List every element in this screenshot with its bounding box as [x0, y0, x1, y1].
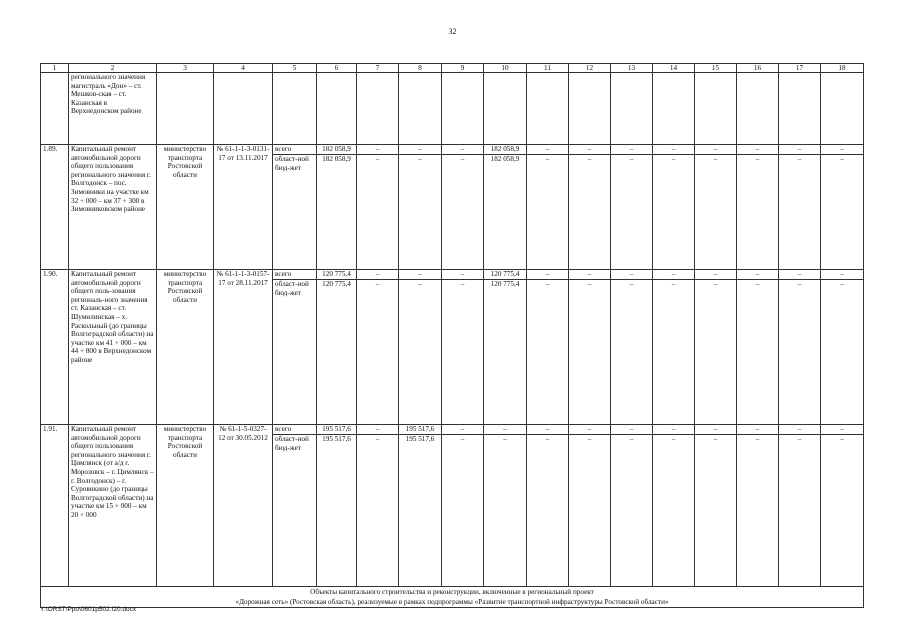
value-col-16: – [737, 280, 779, 425]
value-col-18: – [821, 435, 864, 587]
value-col-9: – [442, 145, 484, 155]
value-col-14: – [653, 435, 695, 587]
value-col-12: – [569, 155, 611, 270]
value-col-9: – [442, 435, 484, 587]
value-col-13: – [611, 270, 653, 280]
value-col-8: – [399, 270, 442, 280]
column-header-5: 5 [273, 64, 317, 73]
value-col-14: – [653, 270, 695, 280]
table-row [41, 145, 864, 155]
section-title-line-2: «Дорожная сеть» (Ростовская область), реализуемые в рамках подпрограммы «Развитие транспортной инфраструктуры Ростовской области» [235, 598, 669, 606]
value-col-8: – [399, 280, 442, 425]
cell-name: регионального значения магистраль «Дон» – ст. Мешков-ская – ст. Казанская в Верхнедонском районе [69, 73, 157, 145]
value-col-15: – [695, 280, 737, 425]
value-col-17: – [779, 270, 821, 280]
value-col-16: – [737, 155, 779, 270]
column-header-8: 8 [399, 64, 442, 73]
column-header-18: 18 [821, 64, 864, 73]
value-col-13: – [611, 435, 653, 587]
value-col-9: – [442, 155, 484, 270]
column-header-9: 9 [442, 64, 484, 73]
value-col-15: – [695, 435, 737, 587]
value-col-10: – [484, 435, 527, 587]
value-col-15: – [695, 155, 737, 270]
value-col-12: – [569, 280, 611, 425]
value-col-10: 120 775,4 [484, 270, 527, 280]
column-header-row [41, 64, 864, 73]
expertise-doc: № 61-1-1-3-0157-17 от 28.11.2017 [214, 270, 273, 425]
value-col-11: – [527, 145, 569, 155]
value-col-14: – [653, 280, 695, 425]
value-col-15: – [695, 270, 737, 280]
customer-org: министерство транспорта Ростовской области [157, 425, 214, 587]
value-col-6: 182 058,9 [317, 145, 357, 155]
value-col-18: – [821, 270, 864, 280]
object-name: Капитальный ремонт автомобильной дороги общего поль-зования региональ-ного значения ст. Казанская – ст. Шумилинская – х. Раскольный (до границы Волгоградской области) на участке км 41 + 000 – км 44 + 800 в Верхнедонском районе [69, 270, 157, 425]
column-header-12: 12 [569, 64, 611, 73]
value-col-8: 195 517,6 [399, 425, 442, 435]
funding-source: област-ной бюд-жет [273, 280, 317, 425]
value-col-16: – [737, 145, 779, 155]
page-number: 32 [448, 27, 457, 36]
value-col-13: – [611, 425, 653, 435]
customer-org: министерство транспорта Ростовской области [157, 145, 214, 270]
column-header-1: 1 [41, 64, 69, 73]
funding-source: област-ной бюд-жет [273, 155, 317, 270]
value-col-9: – [442, 280, 484, 425]
value-col-7: – [357, 155, 399, 270]
section-title [41, 587, 864, 608]
funding-source: всего [273, 425, 317, 435]
value-col-6: 120 775,4 [317, 270, 357, 280]
table-row [41, 425, 864, 435]
value-col-17: – [779, 425, 821, 435]
section-title-line-1: Объекты капитального строительства и реконструкции, включенные в региональный проект [310, 588, 594, 596]
column-header-13: 13 [611, 64, 653, 73]
investment-table [40, 63, 864, 608]
value-col-11: – [527, 435, 569, 587]
value-col-6: 182 058,9 [317, 155, 357, 270]
object-name: Капитальный ремонт автомобильной дороги общего пользования регионального значения г. Волгодонск – пос. Зимовники на участке км 32 + 000 – км 37 + 300 в Зимовниковском районе [69, 145, 157, 270]
value-col-7: – [357, 145, 399, 155]
value-col-16: – [737, 425, 779, 435]
value-col-7: – [357, 270, 399, 280]
row-number: 1.90. [41, 270, 69, 425]
customer-org: министерство транспорта Ростовской области [157, 270, 214, 425]
funding-source: всего [273, 270, 317, 280]
column-header-11: 11 [527, 64, 569, 73]
value-col-7: – [357, 435, 399, 587]
column-header-6: 6 [317, 64, 357, 73]
column-header-15: 15 [695, 64, 737, 73]
value-col-13: – [611, 280, 653, 425]
value-col-12: – [569, 425, 611, 435]
column-header-2: 2 [69, 64, 157, 73]
value-col-9: – [442, 425, 484, 435]
value-col-17: – [779, 435, 821, 587]
value-col-14: – [653, 155, 695, 270]
value-col-17: – [779, 155, 821, 270]
funding-source: всего [273, 145, 317, 155]
object-name: Капитальный ремонт автомобильной дороги общего пользования регионального значения г. Цимлянск (от а/д г. Морозовск – г. Цимлянск – г. Волгодонск) – г. Суровикино (до границы Волгоградской области) на участке км 15 + 000 – км 20 + 000 [69, 425, 157, 587]
value-col-15: – [695, 145, 737, 155]
value-col-11: – [527, 155, 569, 270]
value-col-18: – [821, 280, 864, 425]
value-col-11: – [527, 270, 569, 280]
value-col-16: – [737, 435, 779, 587]
column-header-10: 10 [484, 64, 527, 73]
value-col-6: 120 775,4 [317, 280, 357, 425]
value-col-7: – [357, 425, 399, 435]
column-header-3: 3 [157, 64, 214, 73]
value-col-12: – [569, 145, 611, 155]
expertise-doc: № 61-1-1-3-0131-17 от 13.11.2017 [214, 145, 273, 270]
value-col-18: – [821, 155, 864, 270]
value-col-10: – [484, 425, 527, 435]
value-col-11: – [527, 280, 569, 425]
document-path: Y:\ORST\Ppo\0601p502.f20.docx [40, 606, 137, 613]
column-header-16: 16 [737, 64, 779, 73]
value-col-14: – [653, 145, 695, 155]
value-col-14: – [653, 425, 695, 435]
cell-num [41, 73, 69, 145]
value-col-17: – [779, 145, 821, 155]
value-col-13: – [611, 145, 653, 155]
expertise-doc: № 61-1-5-0327-12 от 30.05.2012 [214, 425, 273, 587]
value-col-15: – [695, 425, 737, 435]
value-col-7: – [357, 280, 399, 425]
value-col-8: – [399, 145, 442, 155]
value-col-18: – [821, 145, 864, 155]
column-header-14: 14 [653, 64, 695, 73]
row-number: 1.89. [41, 145, 69, 270]
value-col-10: 120 775,4 [484, 280, 527, 425]
value-col-8: 195 517,6 [399, 435, 442, 587]
value-col-16: – [737, 270, 779, 280]
value-col-12: – [569, 435, 611, 587]
column-header-7: 7 [357, 64, 399, 73]
value-col-10: 182 058,9 [484, 145, 527, 155]
value-col-18: – [821, 425, 864, 435]
column-header-17: 17 [779, 64, 821, 73]
funding-source: област-ной бюд-жет [273, 435, 317, 587]
section-footer-row [41, 587, 864, 608]
value-col-12: – [569, 270, 611, 280]
value-col-13: – [611, 155, 653, 270]
value-col-10: 182 058,9 [484, 155, 527, 270]
continuation-row [41, 73, 864, 145]
value-col-11: – [527, 425, 569, 435]
table-row [41, 270, 864, 280]
value-col-6: 195 517,6 [317, 425, 357, 435]
value-col-8: – [399, 155, 442, 270]
row-number: 1.91. [41, 425, 69, 587]
column-header-4: 4 [214, 64, 273, 73]
value-col-6: 195 517,6 [317, 435, 357, 587]
value-col-9: – [442, 270, 484, 280]
value-col-17: – [779, 280, 821, 425]
